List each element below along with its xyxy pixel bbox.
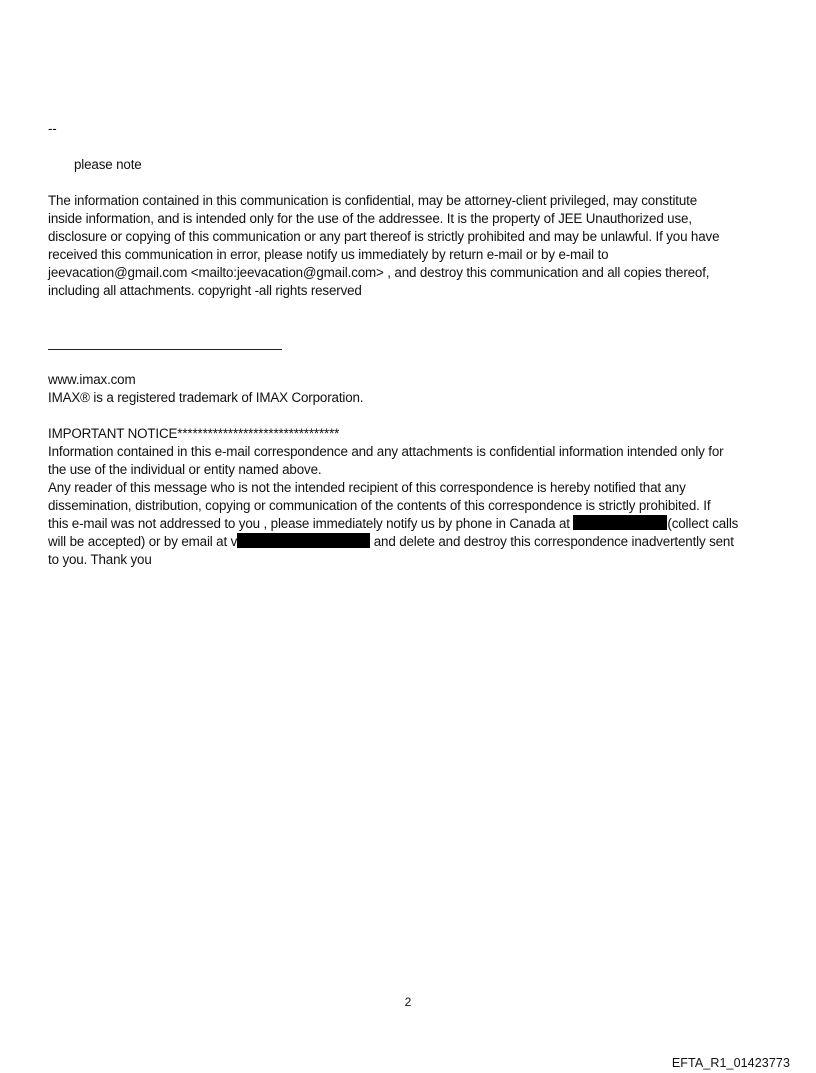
notice-line-phone <box>48 515 738 533</box>
notice-line-email <box>48 533 734 551</box>
notice-phone-text-before: this e-mail was not addressed to you , please immediately notify us by phone in Canada at <box>48 516 574 531</box>
disclaimer-line: The information contained in this communication is confidential, may be attorney-client privileged, may constitute <box>48 193 698 208</box>
notice-line: dissemination, distribution, copying or communication of the contents of this correspondence is strictly prohibited. If <box>48 498 711 513</box>
disclaimer-line: received this communication in error, please notify us immediately by return e-mail or by e-mail to <box>48 247 609 262</box>
notice-line: the use of the individual or entity named above. <box>48 462 322 477</box>
notice-phone-text-after: (collect calls <box>667 516 739 531</box>
page-number: 2 <box>404 995 412 1009</box>
bates-number: EFTA_R1_01423773 <box>671 1056 790 1070</box>
disclaimer-line: inside information, and is intended only for the use of the addressee. It is the property of JEE Unauthorized use, <box>48 211 692 226</box>
separator-dashes: -- <box>48 121 57 136</box>
disclaimer-line: disclosure or copying of this communication or any part thereof is strictly prohibited and may be unlawful. If you have <box>48 229 720 244</box>
notice-email-text-after: and delete and destroy this correspondence inadvertently sent <box>370 534 734 549</box>
notice-heading: IMPORTANT NOTICE******************************** <box>48 426 340 441</box>
horizontal-rule <box>48 349 282 350</box>
disclaimer-line: including all attachments. copyright -all rights reserved <box>48 283 362 298</box>
notice-line: Any reader of this message who is not the intended recipient of this correspondence is hereby notified that any <box>48 480 686 495</box>
notice-line: Information contained in this e-mail correspondence and any attachments is confidential information intended only for <box>48 444 724 459</box>
notice-line: to you. Thank you <box>48 552 152 567</box>
phone-redaction-box <box>573 515 667 530</box>
trademark-text: IMAX® is a registered trademark of IMAX Corporation. <box>48 390 364 405</box>
email-redaction-box <box>237 533 370 548</box>
notice-email-text-before: will be accepted) or by email at v <box>48 534 238 549</box>
website-link[interactable]: www.imax.com <box>48 372 136 387</box>
disclaimer-line: jeevacation@gmail.com <mailto:jeevacation@gmail.com> , and destroy this communication and all copies thereof, <box>48 265 710 280</box>
greeting-text: please note <box>74 157 142 172</box>
